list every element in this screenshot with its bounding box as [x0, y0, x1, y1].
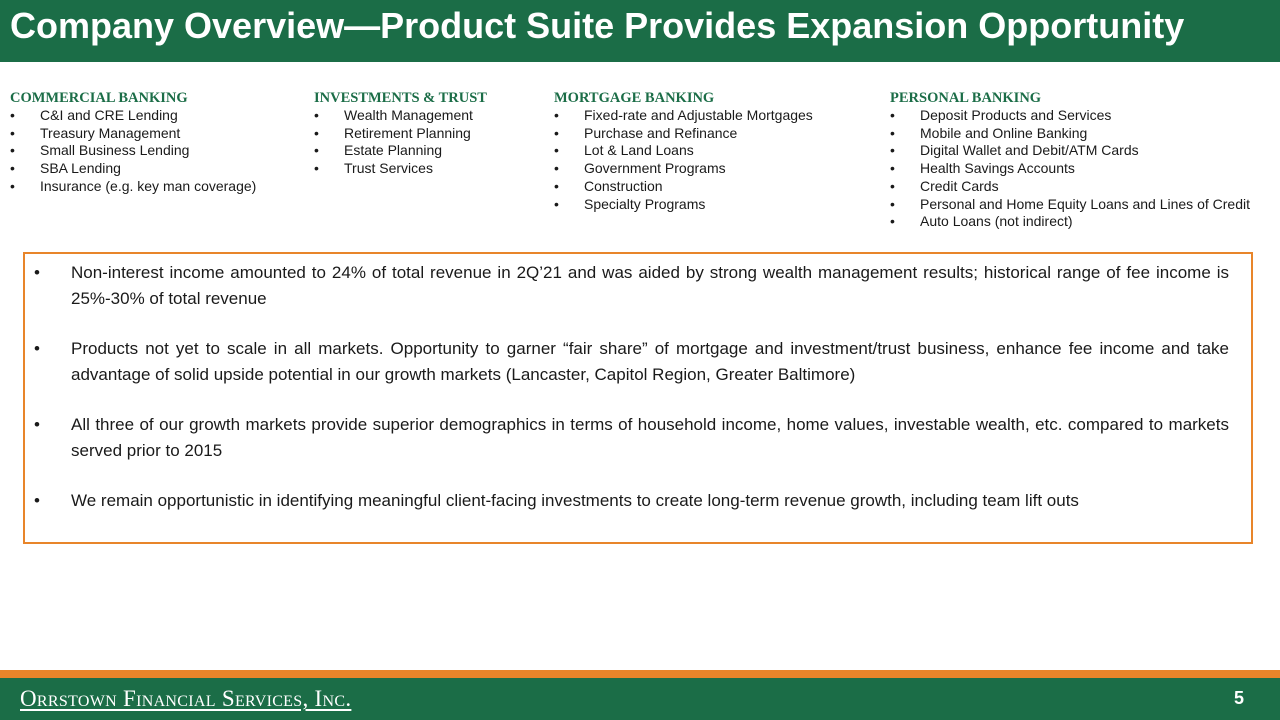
list-item: • C&I and CRE Lending: [10, 107, 256, 125]
list-item: • Personal and Home Equity Loans and Lines of Credit: [890, 196, 1250, 214]
category-commercial-banking: [10, 89, 256, 196]
list-item: • Trust Services: [314, 160, 487, 178]
highlight-item: • We remain opportunistic in identifying meaningful client-facing investments to create long-term revenue growth, including team lift outs: [25, 488, 1251, 514]
highlight-item: • All three of our growth markets provide superior demographics in terms of household income, home values, investable wealth, etc. compared to markets served prior to 2015: [25, 412, 1251, 464]
footer-divider: [0, 670, 1280, 678]
list-item: • Construction: [554, 178, 813, 196]
highlight-item: • Products not yet to scale in all markets. Opportunity to garner “fair share” of mortgage and investment/trust business, enhance fee income and take advantage of solid upside potential in our growth markets (Lancaster, Capitol Region, Greater Baltimore): [25, 336, 1251, 388]
category-heading: MORTGAGE BANKING: [554, 90, 715, 106]
list-item: • Mobile and Online Banking: [890, 125, 1250, 143]
list-item: • Specialty Programs: [554, 196, 813, 214]
list-item: • Small Business Lending: [10, 142, 256, 160]
category-heading: COMMERCIAL BANKING: [10, 90, 188, 106]
highlight-item: • Non-interest income amounted to 24% of total revenue in 2Q’21 and was aided by strong wealth management results; historical range of fee income is 25%-30% of total revenue: [25, 260, 1251, 312]
footer-bar: [0, 678, 1280, 720]
category-heading: PERSONAL BANKING: [890, 90, 1042, 106]
highlights-list: [25, 260, 1251, 538]
list-item: • Retirement Planning: [314, 125, 487, 143]
list-item: • Insurance (e.g. key man coverage): [10, 178, 256, 196]
page-number: 5: [1233, 688, 1244, 708]
list-item: • Health Savings Accounts: [890, 160, 1250, 178]
list-item: • Fixed-rate and Adjustable Mortgages: [554, 107, 813, 125]
list-item: • SBA Lending: [10, 160, 256, 178]
category-investments-trust: [314, 89, 487, 178]
list-item: • Deposit Products and Services: [890, 107, 1250, 125]
list-item: • Purchase and Refinance: [554, 125, 813, 143]
category-list: [554, 107, 813, 213]
list-item: • Lot & Land Loans: [554, 142, 813, 160]
highlights-box: [23, 252, 1253, 544]
list-item: • Government Programs: [554, 160, 813, 178]
page-title: Company Overview—Product Suite Provides Expansion Opportunity: [10, 5, 1185, 46]
category-heading: INVESTMENTS & TRUST: [314, 90, 487, 106]
category-list: [314, 107, 487, 178]
list-item: • Wealth Management: [314, 107, 487, 125]
category-mortgage-banking: [554, 89, 813, 213]
list-item: • Estate Planning: [314, 142, 487, 160]
company-logo: Orrstown Financial Services, Inc.: [20, 686, 352, 711]
list-item: • Credit Cards: [890, 178, 1250, 196]
list-item: • Auto Loans (not indirect): [890, 213, 1250, 231]
category-list: [10, 107, 256, 196]
category-list: [890, 107, 1250, 231]
title-bar: [0, 0, 1280, 62]
list-item: • Digital Wallet and Debit/ATM Cards: [890, 142, 1250, 160]
list-item: • Treasury Management: [10, 125, 256, 143]
category-personal-banking: [890, 89, 1250, 231]
